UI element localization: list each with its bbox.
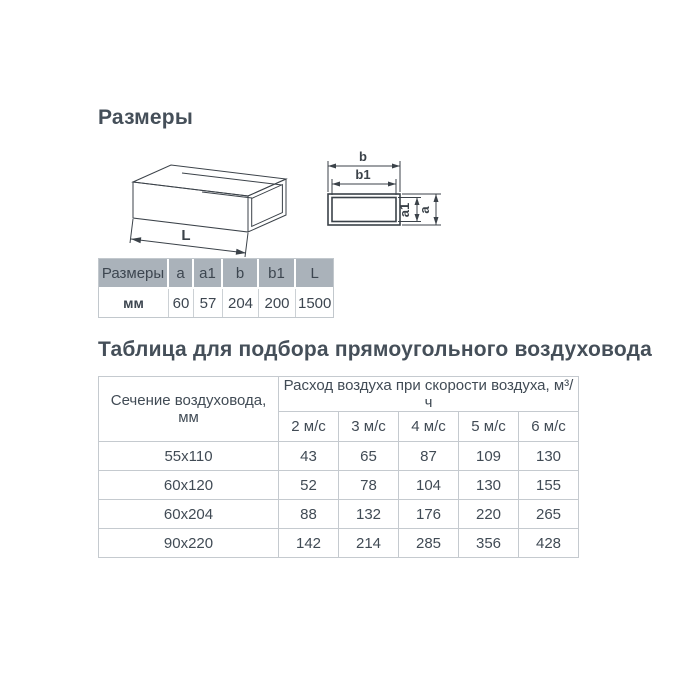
- duct-selection-table: [98, 376, 579, 558]
- dim-header-cell: L: [296, 259, 333, 289]
- flow-cell: 87: [399, 442, 459, 471]
- outer-width-dimension-label: b: [359, 149, 367, 164]
- section-cell: 55x110: [99, 442, 279, 471]
- flow-cell: 78: [339, 471, 399, 500]
- flow-cell: 65: [339, 442, 399, 471]
- flow-cell: 52: [279, 471, 339, 500]
- section-cell: 60x204: [99, 500, 279, 529]
- flow-cell: 142: [279, 529, 339, 558]
- dimensions-section-title: Размеры: [98, 106, 193, 129]
- speed-header-cell: 6 м/с: [519, 412, 579, 442]
- flow-cell: 176: [399, 500, 459, 529]
- dim-header-cell: Размеры: [99, 259, 169, 289]
- dimensions-table-header-row: [99, 259, 333, 289]
- section-cell: 90x220: [99, 529, 279, 558]
- flow-cell: 214: [339, 529, 399, 558]
- dim-header-cell: a: [169, 259, 194, 289]
- section-column-header: Сечение воздуховода, мм: [99, 377, 279, 442]
- flow-cell: 132: [339, 500, 399, 529]
- speed-header-cell: 3 м/с: [339, 412, 399, 442]
- selection-section-title: Таблица для подбора прямоугольного воздуховода: [98, 338, 652, 361]
- outer-height-dimension-label: a: [417, 206, 432, 214]
- selection-table-group-header-row: [99, 377, 579, 412]
- flow-cell: 356: [459, 529, 519, 558]
- dim-header-cell: a1: [194, 259, 223, 289]
- flow-cell: 428: [519, 529, 579, 558]
- flow-cell: 43: [279, 442, 339, 471]
- isometric-duct-drawing: [130, 165, 286, 257]
- table-row: [99, 442, 579, 471]
- table-row: [99, 471, 579, 500]
- table-row: [99, 529, 579, 558]
- dim-value-cell: 1500: [296, 289, 333, 317]
- section-cell: 60x120: [99, 471, 279, 500]
- speed-header-cell: 5 м/с: [459, 412, 519, 442]
- dim-value-cell: 57: [194, 289, 223, 317]
- duct-technical-drawing: [100, 146, 460, 258]
- flow-cell: 130: [519, 442, 579, 471]
- dim-header-cell: b: [223, 259, 259, 289]
- dimensions-table: [98, 258, 334, 318]
- speed-header-cell: 2 м/с: [279, 412, 339, 442]
- flow-cell: 104: [399, 471, 459, 500]
- cross-section-drawing: [328, 149, 441, 225]
- inner-height-dimension-label: a1: [397, 202, 412, 218]
- dimensions-table-value-row: [99, 289, 333, 317]
- flow-cell: 220: [459, 500, 519, 529]
- table-row: [99, 500, 579, 529]
- speed-header-cell: 4 м/с: [399, 412, 459, 442]
- flow-cell: 130: [459, 471, 519, 500]
- dim-value-cell: 204: [223, 289, 259, 317]
- flow-cell: 155: [519, 471, 579, 500]
- dim-value-cell: 60: [169, 289, 194, 317]
- dim-value-cell: 200: [259, 289, 296, 317]
- dim-header-cell: b1: [259, 259, 296, 289]
- flow-cell: 88: [279, 500, 339, 529]
- flow-cell: 285: [399, 529, 459, 558]
- inner-width-dimension-label: b1: [355, 167, 371, 182]
- flow-cell: 265: [519, 500, 579, 529]
- flow-group-header: Расход воздуха при скорости воздуха, м³/ч: [279, 377, 579, 412]
- dim-unit-cell: мм: [99, 289, 169, 317]
- flow-cell: 109: [459, 442, 519, 471]
- length-dimension-label: L: [181, 227, 191, 244]
